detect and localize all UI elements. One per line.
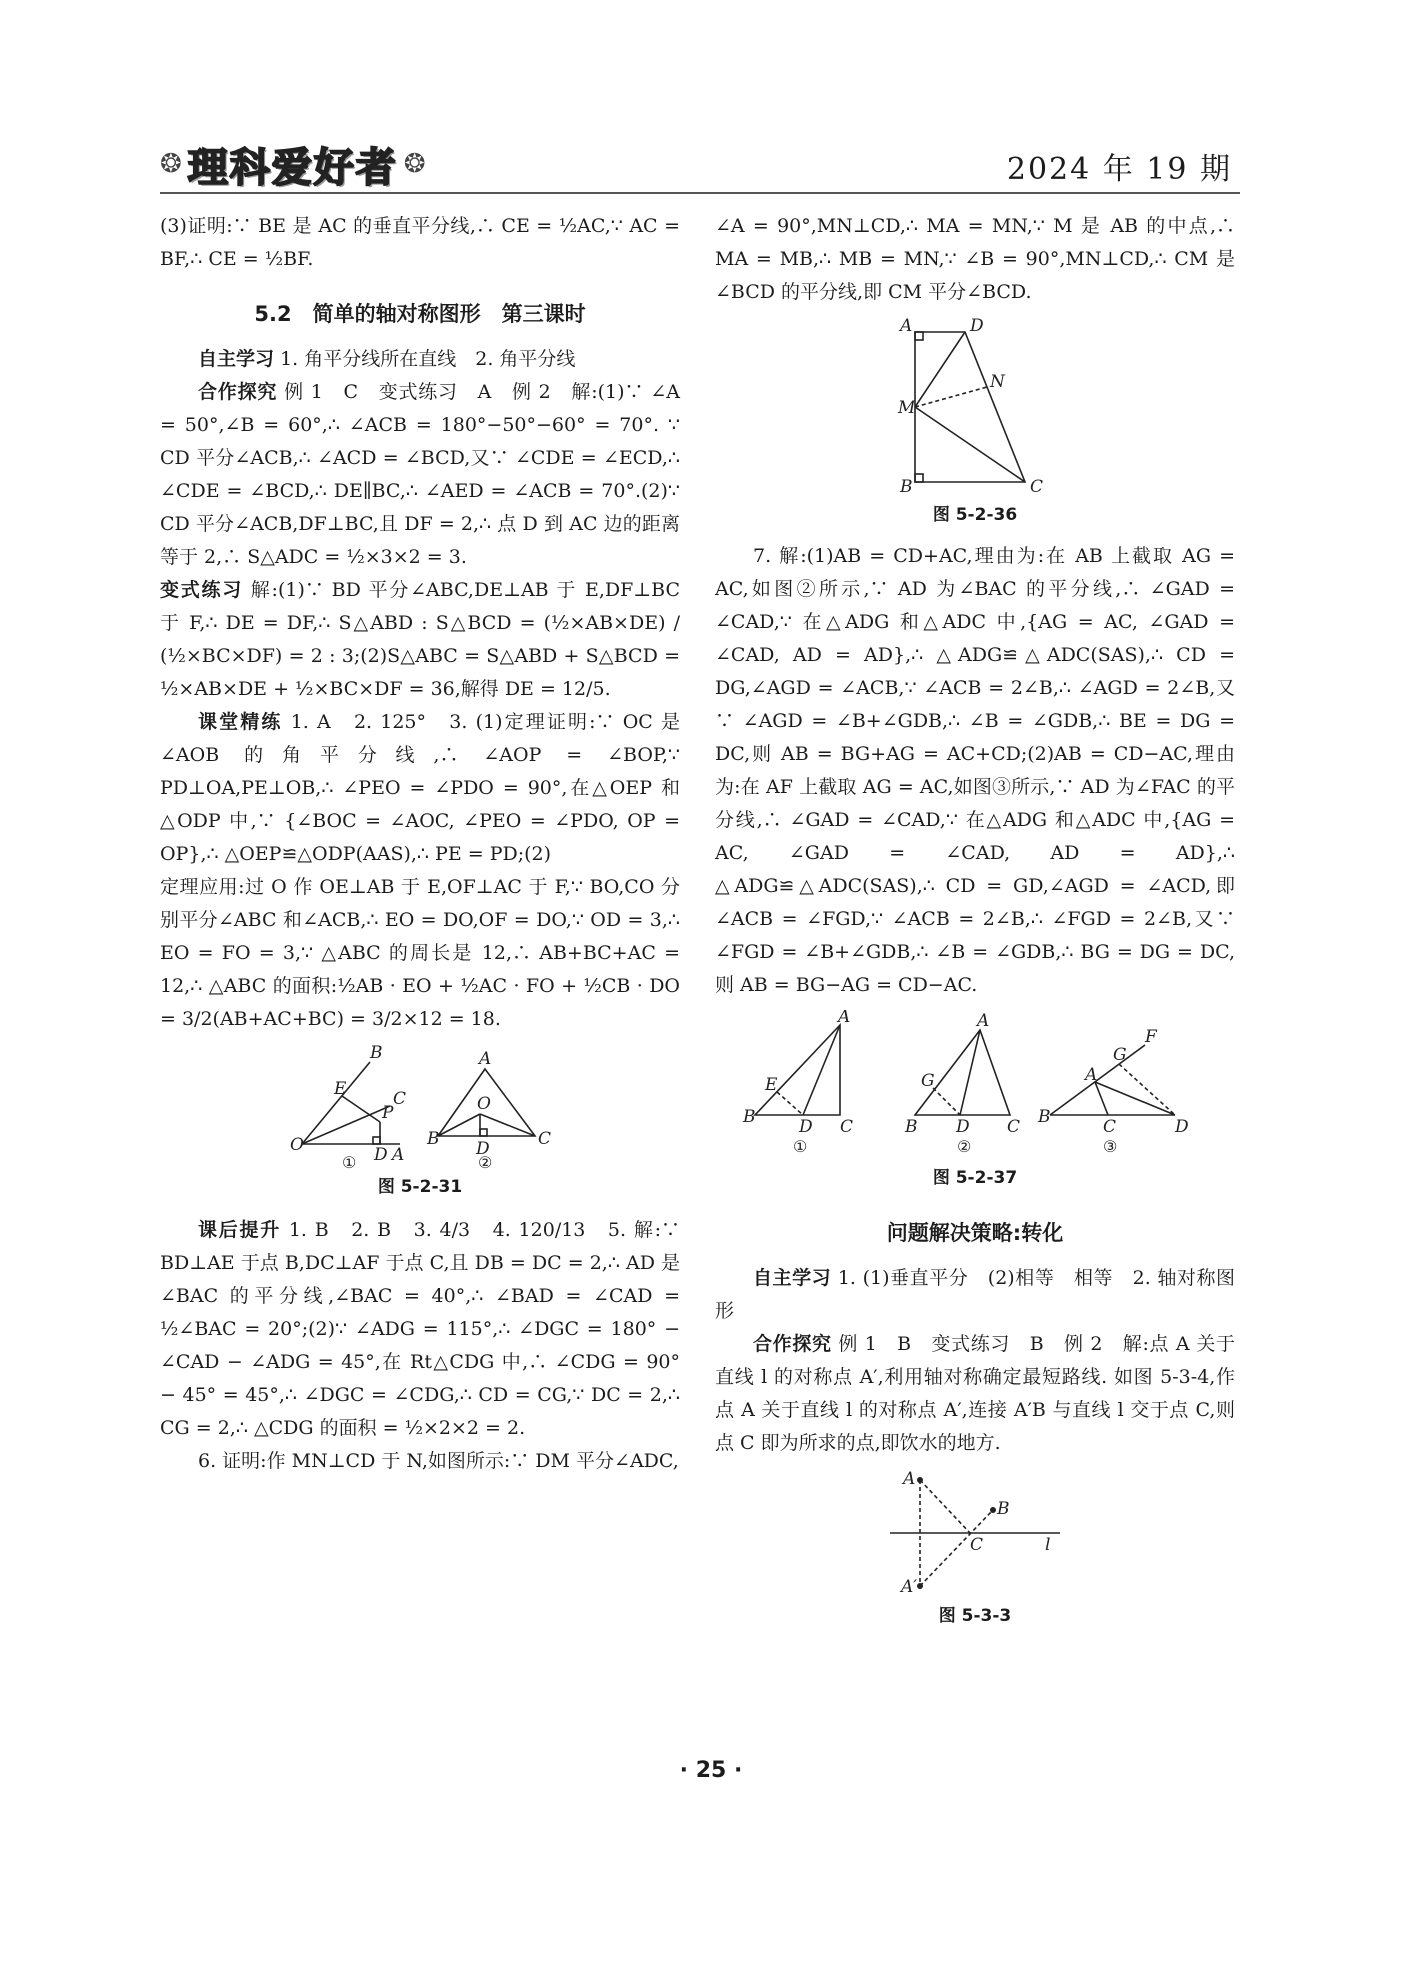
- figure-5-3-3-diagram: [875, 1468, 1075, 1598]
- self-study: [160, 343, 680, 376]
- coop-explore-label: 合作探究: [198, 381, 278, 403]
- svg-text:②: ②: [957, 1137, 972, 1156]
- self-study-text: 1. 角平分线所在直线 2. 角平分线: [280, 348, 576, 370]
- theorem-application: 定理应用:过 O 作 OE⊥AB 于 E,OF⊥AC 于 F,∵ BO,CO 分别平分∠ABC 和∠ACB,∴ EO = DO,OF = DO,∵ OD = 3,∴ EO = FO = 3,∵ △ABC 的周长是 12,∴ AB+BC+AC = 12,∴ △ABC 的面积:½AB · EO + ½AC · FO + ½CB · DO = 3/2(AB+AC+BC) = 3/2×12 = 18.: [160, 876, 680, 1030]
- svg-text:A: A: [900, 317, 913, 336]
- svg-text:A: A: [1085, 1065, 1098, 1085]
- svg-text:P: P: [382, 1103, 394, 1123]
- figure-5-2-36-caption: 图 5-2-36: [932, 505, 1018, 525]
- self-study-label: 自主学习: [198, 348, 275, 370]
- self-study-2-label: 自主学习: [753, 1267, 832, 1289]
- figure-5-2-36: [715, 317, 1235, 532]
- svg-text:A: A: [903, 1469, 916, 1489]
- svg-text:A: A: [479, 1049, 492, 1069]
- svg-text:C: C: [1103, 1117, 1117, 1137]
- self-study-2: [715, 1262, 1235, 1328]
- variant-practice-text: 解:(1)∵ BD 平分∠ABC,DE⊥AB 于 E,DF⊥BC 于 F,∴ DE = DF,∴ S△ABD : S△BCD = (½×AB×DE) / (½×BC×DF) = 2 : 3;(2)S△ABC = S△ABD + S△BCD = ½×AB×DE + ½×BC×DF = 36,解得 DE = 12/5.: [160, 579, 680, 700]
- class-practice-label: 课堂精练: [198, 711, 283, 733]
- variant-practice: [160, 574, 680, 706]
- svg-text:①: ①: [793, 1137, 808, 1156]
- svg-text:D: D: [956, 1117, 970, 1137]
- svg-text:③: ③: [1103, 1137, 1118, 1156]
- svg-text:A: A: [838, 1010, 851, 1027]
- svg-text:B: B: [427, 1129, 440, 1149]
- svg-text:A: A: [977, 1011, 990, 1031]
- svg-text:A: A: [392, 1145, 405, 1165]
- svg-text:N: N: [990, 372, 1005, 392]
- svg-text:D: D: [374, 1145, 388, 1165]
- svg-text:C: C: [1030, 477, 1044, 497]
- ornament-left-icon: ❂: [160, 149, 182, 179]
- after-class-text: 1. B 2. B 3. 4/3 4. 120/13 5. 解:∵ BD⊥AE 于点 B,DC⊥AF 于点 C,且 DB = DC = 2,∴ AD 是∠BAC 的平分线,∠BAC = 40°,∴ ∠BAD = ∠CAD = ½∠BAC = 20°;(2)∵ ∠ADG = 115°,∴ ∠DGC = 180° − ∠CAD − ∠ADG = 45°,在 Rt△CDG 中,∴ ∠CDG = 90° − 45° = 45°,∴ ∠DGC = ∠CDG,∴ CD = CG,∵ DC = 2,∴ CG = 2,∴ △CDG 的面积 = ½×2×2 = 2.: [160, 1219, 680, 1439]
- figure-5-2-37: [715, 1010, 1235, 1195]
- svg-text:C: C: [1007, 1117, 1021, 1137]
- figure-5-2-31-caption: 图 5-2-31: [377, 1177, 463, 1197]
- svg-text:O: O: [477, 1094, 491, 1114]
- svg-text:l: l: [1045, 1535, 1051, 1555]
- after-class-label: 课后提升: [198, 1219, 282, 1241]
- svg-text:F: F: [1145, 1027, 1157, 1047]
- problem-6-continued: ∠A = 90°,MN⊥CD,∴ MA = MN,∵ M 是 AB 的中点,∴ MA = MB,∴ MB = MN,∵ ∠B = 90°,MN⊥CD,∴ CM 是∠BCD 的平分线,即 CM 平分∠BCD.: [715, 215, 1235, 303]
- figure-5-2-31-diagram: [250, 1044, 590, 1169]
- svg-text:A′: A′: [901, 1577, 918, 1597]
- coop-explore-text: 例 1 C 变式练习 A 例 2 解:(1)∵ ∠A = 50°,∠B = 60°,∴ ∠ACB = 180°−50°−60° = 70°. ∵ CD 平分∠ACB,∴ ∠ACD = ∠BCD,又∵ ∠CDE = ∠ECD,∴ ∠CDE = ∠BCD,∴ DE∥BC,∴ ∠AED = ∠ACB = 70°.(2)∵ CD 平分∠ACB,DF⊥BC,且 DF = 2,∴ 点 D 到 AC 边的距离等于 2,∴ S△ADC = ½×3×2 = 3.: [160, 381, 680, 568]
- coop-explore: [160, 376, 680, 574]
- journal-brand: [160, 140, 426, 191]
- left-column: [160, 210, 680, 1478]
- svg-text:E: E: [765, 1075, 778, 1095]
- svg-text:D: D: [799, 1117, 813, 1137]
- page-header: [160, 140, 1240, 190]
- problem-6: 6. 证明:作 MN⊥CD 于 N,如图所示:∵ DM 平分∠ADC,: [198, 1450, 679, 1472]
- header-rule: [160, 192, 1240, 194]
- svg-text:G: G: [1113, 1045, 1127, 1065]
- class-practice-text: 1. A 2. 125° 3. (1)定理证明:∵ OC 是∠AOB 的角平分线,∴ ∠AOP = ∠BOP,∵ PD⊥OA,PE⊥OB,∴ ∠PEO = ∠PDO = 90°,在△OEP 和△ODP 中,∵ {∠BOC = ∠AOC, ∠PEO = ∠PDO, OP = OP},∴ △OEP≌△ODP(AAS),∴ PE = PD;(2): [160, 711, 680, 865]
- svg-text:C: C: [840, 1117, 854, 1137]
- figure-5-2-31: [160, 1044, 680, 1204]
- svg-text:B: B: [1038, 1107, 1051, 1127]
- svg-text:B: B: [905, 1117, 918, 1137]
- svg-text:C: C: [538, 1129, 552, 1149]
- svg-text:M: M: [898, 398, 916, 418]
- ornament-right-icon: ❂: [403, 149, 426, 179]
- svg-text:G: G: [921, 1071, 935, 1091]
- coop-explore-2-label: 合作探究: [753, 1333, 832, 1355]
- section-title: 5.2 简单的轴对称图形 第三课时: [254, 302, 586, 326]
- right-column: [715, 210, 1235, 1633]
- svg-text:D: D: [476, 1139, 490, 1159]
- svg-text:①: ①: [342, 1153, 357, 1169]
- svg-text:B: B: [900, 477, 913, 497]
- svg-text:C: C: [393, 1089, 407, 1109]
- issue-label: 2024 年 19 期: [1006, 152, 1232, 187]
- after-class: [160, 1214, 680, 1445]
- svg-text:E: E: [334, 1079, 347, 1099]
- svg-text:D: D: [1175, 1117, 1189, 1137]
- svg-text:C: C: [970, 1535, 984, 1555]
- figure-5-2-37-diagram: [725, 1010, 1225, 1160]
- svg-text:D: D: [970, 317, 984, 336]
- svg-text:B: B: [743, 1107, 756, 1127]
- variant-practice-label: 变式练习: [160, 579, 243, 601]
- svg-text:O: O: [290, 1135, 304, 1155]
- svg-text:B: B: [370, 1044, 383, 1063]
- svg-text:②: ②: [478, 1153, 493, 1169]
- problem-7: 7. 解:(1)AB = CD+AC,理由为:在 AB 上截取 AG = AC,如图②所示,∵ AD 为∠BAC 的平分线,∴ ∠GAD = ∠CAD,∵ 在△ADG 和△ADC 中,{AG = AC, ∠GAD = ∠CAD, AD = AD},∴ △ADG≌△ADC(SAS),∴ CD = DG,∠AGD = ∠ACB,∵ ∠ACB = 2∠B,∴ ∠AGD = 2∠B,又∵ ∠AGD = ∠B+∠GDB,∴ ∠B = ∠GDB,∴ BE = DG = DC,则 AB = BG+AG = AC+CD;(2)AB = CD−AC,理由为:在 AF 上截取 AG = AC,如图③所示,∵ AD 为∠FAC 的平分线,∴ ∠GAD = ∠CAD,∵ 在△ADG 和△ADC 中,{AG = AC, ∠GAD = ∠CAD, AD = AD},∴ △ADG≌△ADC(SAS),∴ CD = GD,∠AGD = ∠ACD,即∠ACB = ∠FGD,∵ ∠ACB = 2∠B,∴ ∠FGD = 2∠B,又∵ ∠FGD = ∠B+∠GDB,∴ ∠B = ∠GDB,∴ BG = DG = DC,则 AB = BG−AG = CD−AC.: [715, 545, 1235, 996]
- figure-5-3-3: [715, 1468, 1235, 1633]
- svg-text:B: B: [997, 1499, 1010, 1519]
- figure-5-3-3-caption: 图 5-3-3: [938, 1606, 1012, 1626]
- coop-explore-2-text: 例 1 B 变式练习 B 例 2 解:点 A 关于直线 l 的对称点 A′,利用轴对称确定最短路线. 如图 5-3-4,作点 A 关于直线 l 的对称点 A′,连接 A′B 与直线 l 交于点 C,则点 C 即为所求的点,即饮水的地方.: [715, 1333, 1235, 1454]
- class-practice: [160, 706, 680, 871]
- figure-5-2-37-caption: 图 5-2-37: [932, 1168, 1018, 1188]
- journal-title: 理科爱好者: [187, 144, 398, 191]
- figure-5-2-36-diagram: [890, 317, 1060, 497]
- coop-explore-2: [715, 1328, 1235, 1460]
- strategy-title: 问题解决策略:转化: [886, 1221, 1064, 1245]
- self-study-2-text: 1. (1)垂直平分 (2)相等 相等 2. 轴对称图形: [715, 1267, 1235, 1322]
- proof-3: (3)证明:∵ BE 是 AC 的垂直平分线,∴ CE = ½AC,∵ AC = BF,∴ CE = ½BF.: [160, 215, 680, 270]
- page-number: · 25 ·: [679, 1758, 743, 1783]
